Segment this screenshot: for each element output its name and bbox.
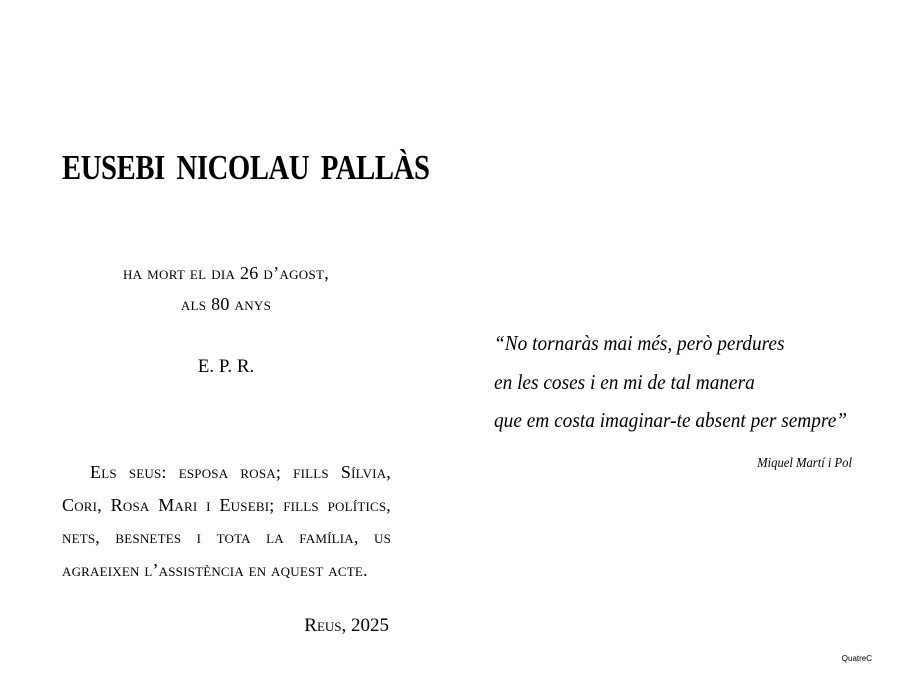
poem-quote — [494, 324, 848, 440]
age-line: als 80 anys — [180, 294, 272, 314]
death-notice — [62, 258, 390, 320]
quote-line-1: “No tornaràs mai més, però perdures — [494, 331, 785, 355]
family-acknowledgement: Els seus: esposa rosa; fills Sílvia, Cori, Rosa Mari i Eusebi; fills polítics, nets, besnetes i tota la família, us agraeixen l’assistència en aquest acte. — [62, 462, 391, 580]
deceased-name: EUSEBI NICOLAU PALLÀS — [62, 148, 430, 187]
epr-text: E. P. R. — [197, 356, 255, 377]
quote-line-2: en les coses i en mi de tal manera — [494, 369, 755, 394]
quote-author: Miquel Martí i Pol — [757, 456, 852, 471]
place-date: Reus, 2025 — [304, 615, 389, 636]
brand-mark: QuatreC — [841, 654, 872, 663]
death-date-line: ha mort el dia 26 d’agost, — [122, 263, 330, 283]
quote-line-3: que em costa imaginar-te absent per sempre” — [494, 408, 848, 432]
